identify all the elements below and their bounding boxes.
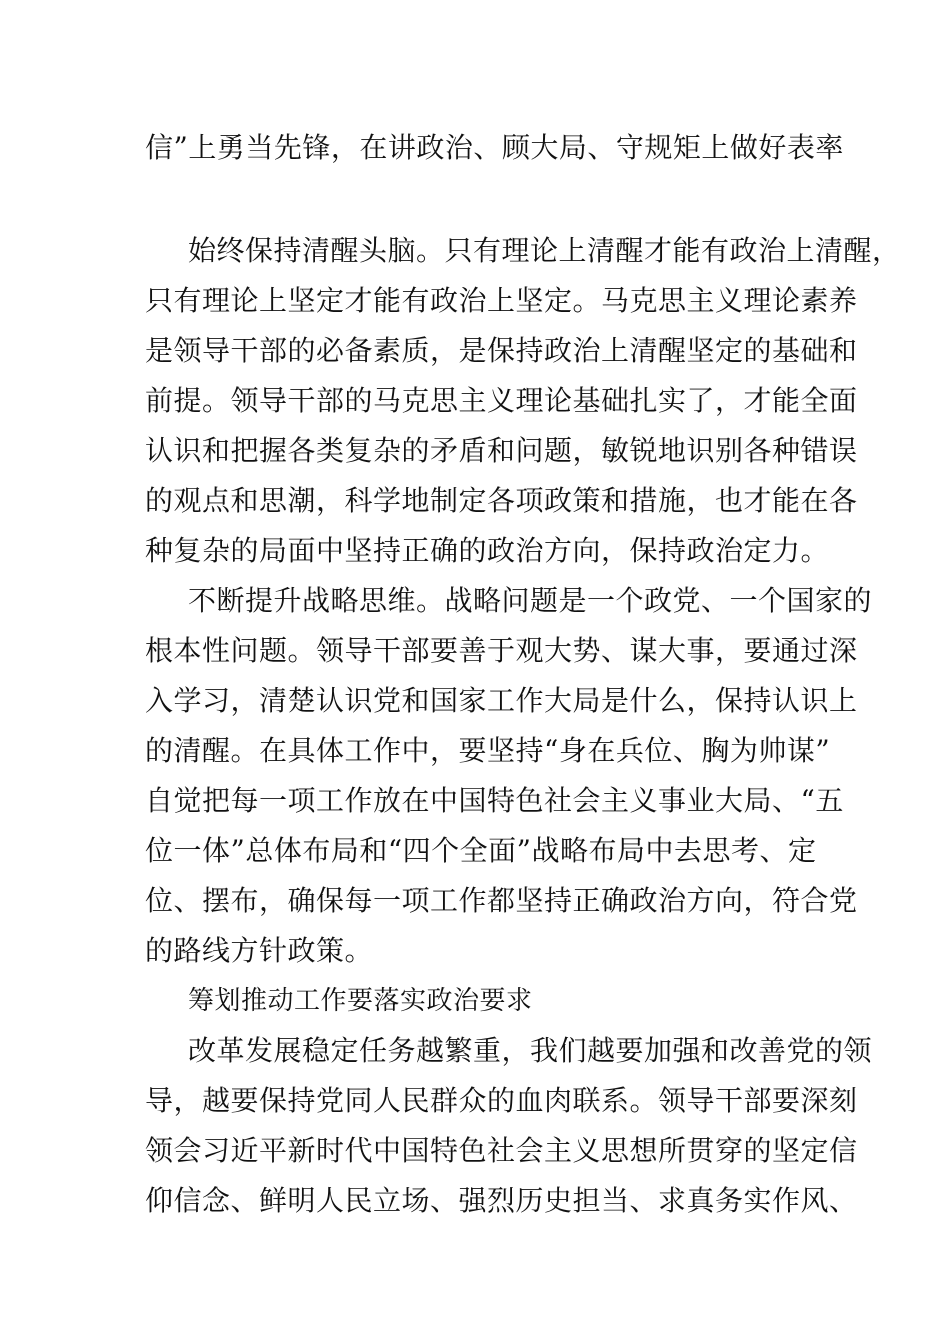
paragraph-line: 领会习近平新时代中国特色社会主义思想所贯穿的坚定信 — [145, 1134, 858, 1167]
paragraph-line: 的路线方针政策。 — [145, 934, 374, 967]
section-heading: 筹划推动工作要落实政治要求 — [188, 986, 533, 1016]
paragraph-line: 改革发展稳定任务越繁重，我们越要加强和改善党的领 — [188, 1034, 873, 1067]
paragraph-line: 前提。领导干部的马克思主义理论基础扎实了，才能全面 — [145, 384, 858, 417]
paragraph-line: 只有理论上坚定才能有政治上坚定。马克思主义理论素养 — [145, 284, 858, 317]
paragraph-line: 导，越要保持党同人民群众的血肉联系。领导干部要深刻 — [145, 1084, 858, 1117]
paragraph-line: 根本性问题。领导干部要善于观大势、谋大事，要通过深 — [145, 634, 858, 667]
paragraph-line: 自觉把每一项工作放在中国特色社会主义事业大局、“五 — [145, 784, 844, 817]
paragraph-line: 入学习，清楚认识党和国家工作大局是什么，保持认识上 — [145, 684, 858, 717]
paragraph-line: 位一体”总体布局和“四个全面”战略布局中去思考、定 — [145, 834, 817, 867]
paragraph-line: 是领导干部的必备素质，是保持政治上清醒坚定的基础和 — [145, 334, 858, 367]
paragraph-line: 的清醒。在具体工作中，要坚持“身在兵位、胸为帅谋” — [145, 734, 831, 767]
paragraph-line: 始终保持清醒头脑。只有理论上清醒才能有政治上清醒， — [188, 234, 901, 267]
paragraph-line: 的观点和思潮，科学地制定各项政策和措施，也才能在各 — [145, 484, 858, 517]
header-line: 信”上勇当先锋，在讲政治、顾大局、守规矩上做好表率 — [145, 131, 844, 164]
paragraph-line: 不断提升战略思维。战略问题是一个政党、一个国家的 — [188, 584, 873, 617]
paragraph-line: 位、摆布，确保每一项工作都坚持正确政治方向，符合党 — [145, 884, 858, 917]
paragraph-line: 仰信念、鲜明人民立场、强烈历史担当、求真务实作风、 — [145, 1184, 858, 1217]
paragraph-line: 种复杂的局面中坚持正确的政治方向，保持政治定力。 — [145, 534, 830, 567]
paragraph-line: 认识和把握各类复杂的矛盾和问题，敏锐地识别各种错误 — [145, 434, 858, 467]
